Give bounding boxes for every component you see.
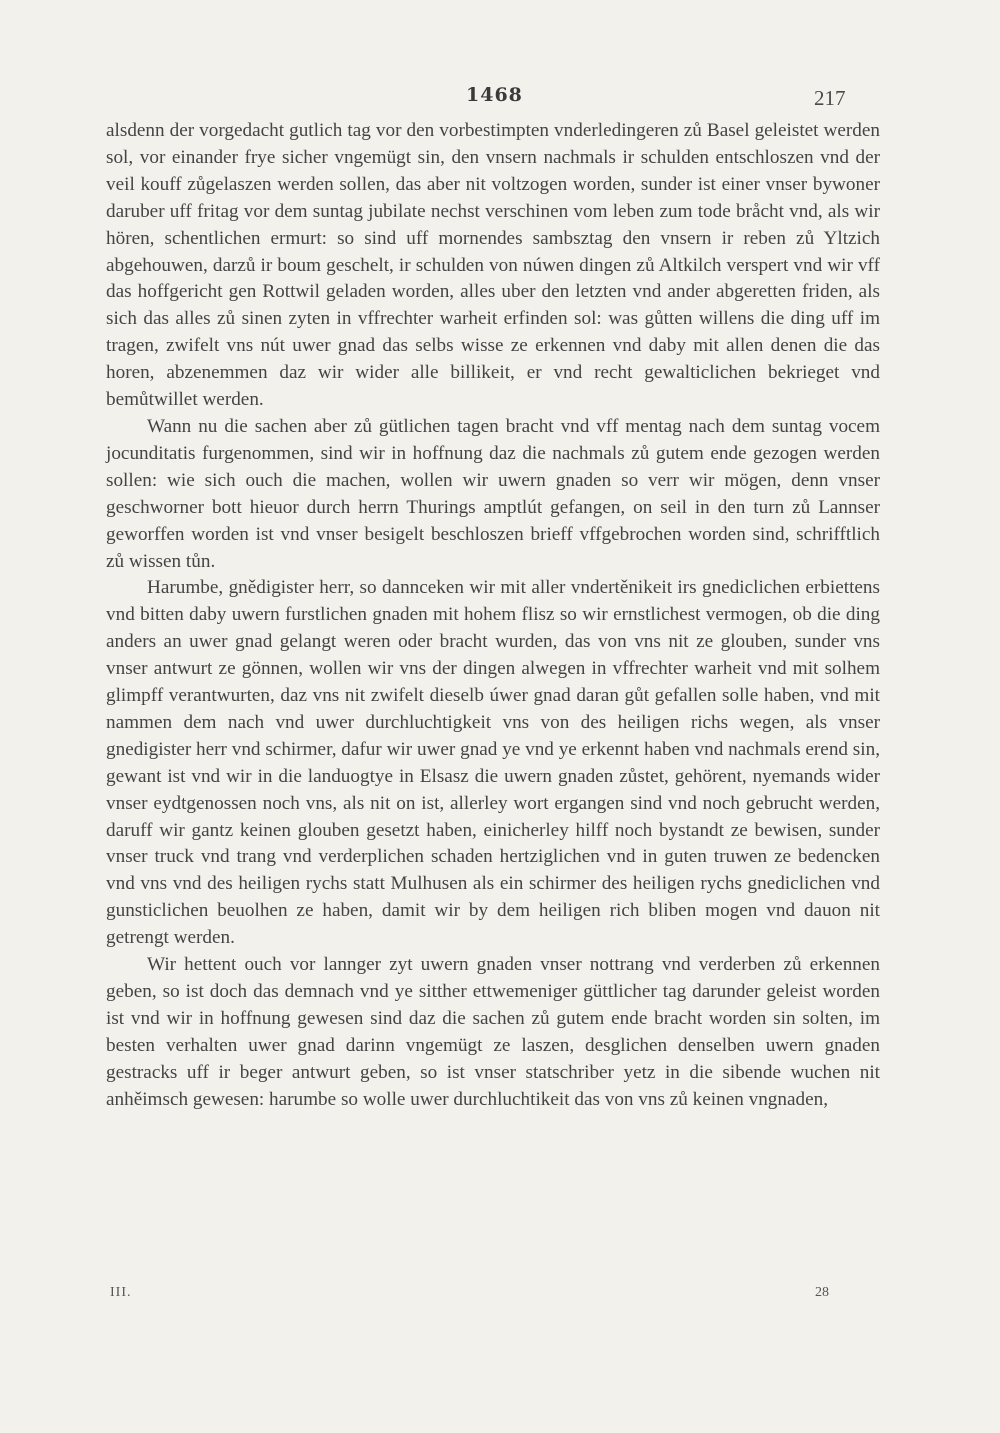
header-year: 1468	[466, 84, 523, 106]
sheet-number: 28	[815, 1285, 829, 1300]
body-text	[106, 118, 880, 1114]
paragraph: Wann nu die sachen aber zů gütlichen tagen bracht vnd vff mentag nach dem suntag vocem jocunditatis furgenommen, sind wir in hoffnung daz die nachmals zů gutem ende gezogen werden sollen: wie sich ouch die machen, wollen wir uwern gnaden so verr wir mögen, denn vnser geschworner bott hieuor durch herrn Thurings amptlút gefangen, on seil in den turn zů Lannser geworffen worden ist vnd vnser besigelt beschloszen brieff vffgebrochen worden sind, schrifftlich zů wissen tůn.	[106, 415, 880, 572]
paragraph: alsdenn der vorgedacht gutlich tag vor den vorbestimpten vnderledingeren zů Basel geleistet werden sol, vor einander frye sicher vngemügt sin, den vnsern nachmals ir schulden entschloszen vnd der veil kouff zůgelaszen werden sollen, das aber nit voltzogen worden, sunder ist einer vnser bywoner daruber uff fritag vor dem suntag jubilate nechst verschinen vom leben zum tode bråcht vnd, als wir hören, schentlichen ermurt: so sind uff mornendes sambsztag den vnsern ir reben zů Yltzich abgehouwen, darzů ir boum geschelt, ir schulden von núwen dingen zů Altkilch verspert vnd wir vff das hoffgericht gen Rottwil geladen worden, alles uber den letzten vnd ander abgeretten friden, als sich das alles zů sinen zyten in vffrechter warheit erfinden sol: was gůtten willens die ding uff im tragen, zwifelt vns nút uwer gnad das selbs wisse ze erkennen vnd daby mit allen denen die das horen, abzenemmen daz wir wider alle billikeit, er vnd recht gewalticlichen bekrieget vnd bemůtwillet werden.	[106, 120, 880, 411]
paragraph: Harumbe, gnědigister herr, so dannceken wir mit aller vndertěnikeit irs gnediclichen erbiettens vnd bitten daby uwern furstlichen gnaden mit hohem flisz so wir ernstlichest vermogen, ob die ding anders an uwer gnad gelangt weren oder bracht wurden, das von vns nit ze glouben, sunder vns vnser antwurt ze gönnen, wollen wir vns der dingen alwegen in vffrechter warheit vnd mit solhem glimpff verantwurten, daz vns nit zwifelt dieselb úwer gnad daran gůt gefallen solle haben, vnd mit nammen dem nach vnd uwer durchluchtigkeit vns von des heiligen richs wegen, als vnser gnedigister herr vnd schirmer, dafur wir uwer gnad ye vnd ye erkennt haben vnd nachmals erend sin, gewant ist vnd wir in die landuogtye in Elsasz die uwern gnaden zůstet, gehörent, nyemands wider vnser eydtgenossen noch vns, als nit on ist, allerley wort ergangen sind vnd noch gebrucht werden, daruff wir gantz keinen glouben gesetzt haben, einicherley hilff noch bystandt ze bewisen, sunder vnser truck vnd trang vnd verderplichen schaden hertziglichen vnd in guten truwen ze bedencken vnd vns vnd des heiligen rychs statt Mulhusen als ein schirmer des heiligen rychs gnediclichen vnd gunsticlichen beuolhen ze haben, damit wir by dem heiligen rich bliben mogen vnd dauon nit getrengt werden.	[106, 577, 880, 949]
page-footer	[0, 1285, 1000, 1309]
signature-mark: III.	[110, 1285, 132, 1300]
page-header	[0, 84, 1000, 114]
paragraph: Wir hettent ouch vor lannger zyt uwern gnaden vnser nottrang vnd verderben zů erkennen geben, so ist doch das demnach vnd ye sitther ettwemeniger güttlicher tag darunder geleist worden ist vnd wir in hoffnung gewesen sind daz die sachen zů gutem ende bracht worden sin solten, im besten verhalten uwer gnad darinn vngemügt ze laszen, desglichen denselben uwern gnaden gestracks uff ir beger antwurt geben, so ist vnser statschriber yetz in die sibende wuchen nit anhěimsch gewesen: harumbe so wolle uwer durchluchtikeit das von vns zů keinen vngnaden,	[106, 954, 880, 1110]
page-number: 217	[814, 86, 846, 110]
